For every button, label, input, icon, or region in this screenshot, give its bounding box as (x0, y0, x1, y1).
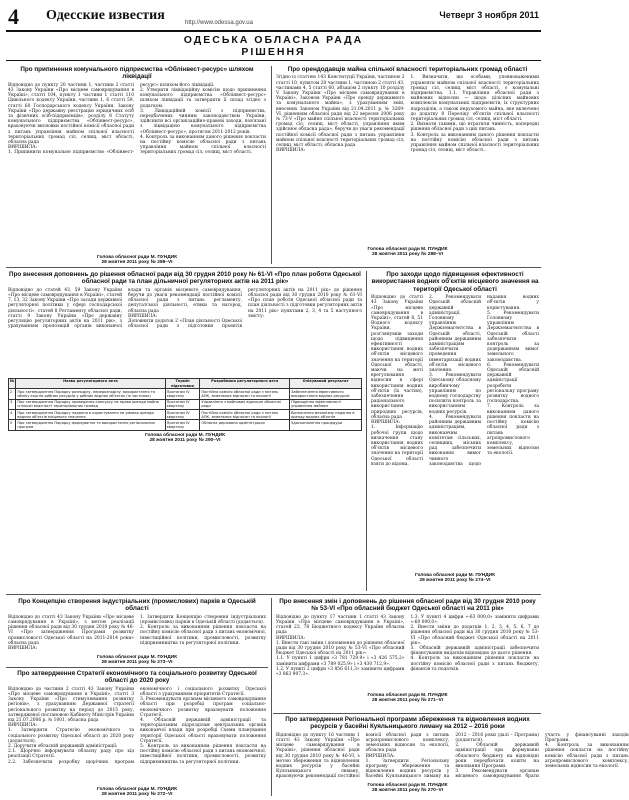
article-signature: Голова обласної ради М. ПУНДИК 28 жовтня 2011 року № 290–VI (144, 432, 226, 443)
article-body: Відповідно до пункту 20 частини 1, частини 2 статті 43 Закону України «Про місцеве самоврядування в Україні», статті 104, пункту 1 частини 1 статті 110 Цивільного кодексу України, частини 1, 6 статті 59, статті 60 Господарського кодексу України, Закону України «Про державну реєстрацію юридичних осіб та фізичних осіб-підприємців», розділу 8 Статуту комунального підприємства «Облінвест-ресурс», враховуючи висновки постійної комісії обласної ради з питань управління майном спільної власності територіальних громад сіл, селищ, міст області, обласна рада ВИРІШИЛА: 1. Припинити комунальне підприємство «Облінвест-ресурс» шляхом його ліквідації. 2. Утворити ліквідаційну комісію щодо припинення комунального підприємства «Облінвест-ресурс» шляхом ліквідації та затвердити її склад згідно з додатком. 3. Ліквідаційній комісії з підприємства, передбачених чинним законодавством України, здійснити всі організаційно-правові заходи, пов'язані з ліквідацією комунального підприємства «Облінвест-ресурс», протягом 2011-2012 років. 4. Контроль за виконанням даного рішення покласти на постійну комісію обласної ради з питань управління майном спільної власності територіальних громад сіл, селищ, міст області. (8, 82, 266, 156)
table-header: Розробники регуляторного акта (200, 378, 290, 388)
page-header (0, 0, 547, 30)
table-cell: 5 (9, 420, 16, 430)
article-title: Про затвердження Регіональної програми збереження та відновлення водних ресурсів у басейні Куяльницького лиману на 2012 – 2016 роки (285, 716, 530, 731)
table-row (9, 410, 362, 420)
issue-date: Четверг 3 ноября 2011 (439, 10, 539, 20)
article-signature: Голова обласної ради М. ПУНДИК 28 жовтня 2011 року № 271–VI (367, 692, 448, 703)
table-cell: Постійна комісія обласної ради з питань АПК, земельних відносин та екології (200, 389, 290, 399)
table-cell: Обласна державна адміністрація (200, 420, 290, 430)
article-body: Згідно із статтею 143 Конституції України, частиною 2 статті 10, пунктом 20 частини 1, частиною 2 статті 43, частинами 4, 5 статті 60, абзацом 2 пункту 10 розділу V Закону України «Про місцеве самоврядування в Україні», Законом України «Про оренду державного та комунального майна», з урахуванням змін, внесених Законом України від 21.04.2011 р. № 3269-VI, рішенням обласної ради від 22 вересня 2006 року № 73-V «Про майно спільної власності територіальних громад сіл, селищ, міст області, управління яким здійснює обласна рада», беручи до уваги рекомендації постійної комісії обласної ради з питань управління майном спільної власності територіальних громад сіл, селищ, міст області, обласна рада ВИРІШИЛА: 1. Визначити, що особами, уповноваженими управляти майном спільної власності територіальних громад сіл, селищ, міст області, є комунальні підприємства. 1.1. Управління обласної ради з майнових відносин — щодо цілісних майнових комплексів комунальних підприємств, їх структурних підрозділів, а також нерухомого майна, яке включено до додатку 8 Переліку об'єктів спільної власності територіальних громад сіл, селищ, міст області. 2. Визнати такими, що втратили чинність, попередні рішення обласної ради з цих питань. 3. Контроль за виконанням даного рішення покласти на постійну комісію обласної ради з питань управління майном спільної власності територіальних громад сіл, селищ, міст області. (276, 75, 539, 154)
article-industrial-parks (8, 598, 266, 664)
article-title: Про внесення доповнень до рішення обласної ради від 30 грудня 2010 року № 61-VI «Про план роботи Одеської обласної ради та план дільничної регуляторних актів на 2011 рік» (9, 271, 361, 286)
article-body: Відповідно до статей 43, 59 Закону України «Про місцеве самоврядування в Україні», статей 7, 13, 32 Закону України «Про засади державної регуляторної політики у сфері господарської діяльності», статей 8 Регламенту обласної ради, статті 9 Закону України «Про державну регуляцію регуляторних актів на 2011 рік», з урахуванням пропозицій органів виконавчої влади та органів місцевого самоврядування, беручи до уваги рекомендації постійної комісії обласної ради з питань регламенту, депутатської діяльності, етики та нагород, обласна рада ВИРІШИЛА: Доповнити додаток 2 «План діяльності Одеської обласної ради з підготовки проектів регуляторних актів на 2011 рік» до рішення обласної ради від 30 грудня 2010 року № 61-VI «Про план роботи Одеської обласної ради та план діяльності з підготовки регуляторних актів на 2011 рік» пунктами 2, 3, 4 та 5 наступного змісту: (8, 287, 362, 330)
table-header-row (9, 378, 362, 388)
article-water-objects (371, 271, 539, 591)
site-url[interactable]: http://www.odessa.gov.ua (185, 20, 253, 26)
section-title-text: ОДЕСЬКА ОБЛАСНА РАДА РІШЕННЯ (183, 34, 364, 58)
column-divider (271, 598, 272, 796)
article-body: Відповідно до пункту 17 частини 1 статті 43 Закону України «Про місцеве самоврядування в Україні», статей 23, 78 Бюджетного кодексу України обласна рада ВИРІШИЛА: 1. Внести такі зміни і доповнення до рішення обласної ради від 30 грудня 2010 року № 53-VI «Про обласний бюджет Одеської області на 2011 рік»: 1.1. У пункті 1 цифри «3 781 729,9» і «3 426 575,2» замінити цифрами «3 789 025,9» і «3 430 712,9». 1.2. У пункті 2 цифри «3 856 611,3» замінити цифрами «3 863 907,3». 1.3. У пункті 4 цифри «-63 000,0» замінити цифрами «-60 000,0». 2. Внести зміни до додатків 1, 2, 3, 4, 5, 6, 7 до рішення обласної ради від 30 грудня 2010 року № 53-VI «Про обласний бюджет Одеської області на 2011 рік». 3. Обласній державній адміністрації забезпечити фінансування видатків відповідно до цього рішення. 4. Контроль за виконанням рішення покласти на постійну комісію обласної ради з питань бюджету, фінансів та податків. (276, 614, 539, 678)
article-signature: Голова обласної ради М. ПУНДИК 28 жовтня 2011 року № 274–VI (414, 573, 496, 584)
table-cell: Забезпечення ефективного використання водних ресурсів (290, 389, 362, 399)
table-cell: Про затвердження Порядку формування та використання регіональних програм (16, 420, 165, 430)
article-title: Про Концепцію створення індустріальних (промислових) парків в Одеській області (18, 598, 256, 613)
table-cell: Про затвердження Порядку розподілу, перерозподілу, використання та обліку коштів рибних ресурсів у рибних водних об'єктах (їх частинах) (16, 389, 165, 399)
table-header: Очікуваний результат (290, 378, 362, 388)
table-cell: Підвищення ефективності управління майном (290, 399, 362, 409)
table-row (9, 420, 362, 430)
table-cell: Визначення механізму надання в оренду водних об'єктів (290, 410, 362, 420)
table-cell: Про затвердження Порядку проведення конкурсу на право оренди майна спільної власності територіальних громад (16, 399, 165, 409)
table-cell: Про затвердження Порядку надання в користування на умовах оренди водних об'єктів місцевого значення (16, 410, 165, 420)
column-divider (271, 66, 272, 264)
table-cell: Протягом IV кварталу (165, 420, 200, 430)
table-cell: Постійна комісія обласної ради з питань АПК, земельних відносин та екології (200, 410, 290, 420)
article-budget-2011 (276, 598, 539, 710)
table-cell: Управління з майнових відносин обласної ради (200, 399, 290, 409)
article-reg-plan (8, 271, 362, 591)
masthead: Одесские известия (46, 8, 165, 23)
table-row (9, 389, 362, 399)
section-title (0, 34, 547, 58)
article-title: Про затвердження Стратегії економічного та соціального розвитку Одеської області до 2020 року (17, 670, 257, 685)
table-cell: 2 (9, 389, 16, 399)
article-strategy-2020 (8, 670, 266, 796)
row-divider (6, 667, 268, 668)
regulatory-table (8, 378, 362, 431)
article-signature: Голова обласної ради М. ПУНДИК 28 жовтня 2011 року № 270–VI (367, 782, 448, 793)
article-orendodavtsi (276, 66, 539, 264)
article-title: Про внесення змін і доповнень до рішення обласної ради від 30 грудня 2010 року № 53-VI «Про обласний бюджет Одеської області на 2011 рік» (279, 598, 536, 613)
article-oblinvest (8, 66, 266, 264)
table-cell: 3 (9, 399, 16, 409)
article-body: Відповідно до пункту 16 частини 1 статті 43 Закону України «Про місцеве самоврядування в Україні», рішення обласної ради від 30 грудня 2010 року № 46-VI, з метою збереження та відновлення водних ресурсів у басейні Куяльницького лиману, враховуючи рекомендації постійної комісії обласної ради з питань агропромислового комплексу, земельних відносин та екології, обласна рада ВИРІШИЛА: 1. Затвердити Регіональну програму збереження та відновлення водних ресурсів у басейні Куяльницького лиману на 2012 – 2016 роки (далі – Програма) (додається). 2. Обласній державній адміністрації при формуванні обласного бюджету на відповідні роки передбачати кошти на виконання Програми. 3. Рекомендувати органам місцевого самоврядування брати участь у фінансуванні заходів Програми. 4. Контроль за виконанням рішення покласти на постійну комісію обласної ради з питань агропромислового комплексу, земельних відносин та екології. (276, 732, 629, 780)
row-divider (6, 594, 541, 595)
table-cell: 4 (9, 410, 16, 420)
article-body: Відповідно до статті 43 Закону України «Про місцеве самоврядування в Україні», статей 8, 51 Водного кодексу України, розглянувши заходи щодо підвищення ефективності використання водних об'єктів місцевого значення на території Одеської області, маючи на меті врегулювання відносин в сфері використання водних об'єктів (їх частин), забезпечення раціонального використання природних ресурсів, обласна рада ВИРІШИЛА: 1. Інформацію робочої групи щодо визначення стану використання водних об'єктів місцевого значення на території Одеської області взяти до відома. 2. Рекомендувати Одеській обласній державній адміністрації, Головному управлінню Держземагентства в Одеській області, районним державним адміністраціям забезпечити проведення інвентаризації водних об'єктів місцевого значення. 3. Рекомендувати Одеському обласному виробничому управлінню по водному господарству посилити контроль за використанням водних ресурсів. 4. Рекомендувати районним державним адміністраціям, виконавчим комітетам сільських, селищних, міських рад забезпечити виконання вимог чинного законодавства щодо надання водних об'єктів у користування. 5. Рекомендувати Головному управлінню Держземагентства в Одеській області забезпечити контроль за додержанням вимог земельного законодавства. 6. Рекомендувати Одеській обласній державній адміністрації розробити регіональну програму розвитку водного господарства. 7. Контроль за виконанням даного рішення покласти на постійну комісію обласної ради з питань агропромислового комплексу, земельних відносин та екології. (371, 295, 539, 467)
table-cell: Протягом IV кварталу (165, 389, 200, 399)
article-title: Про припинення комунального підприємства «Облінвест-ресурс» шляхом ліквідації (20, 66, 254, 81)
row-divider (273, 713, 541, 714)
row-divider (6, 267, 541, 268)
table-header: Назва регуляторного акта (16, 378, 165, 388)
article-title: Про орендодавців майна спільної власності територіальних громад області (287, 66, 528, 73)
table-row (9, 399, 362, 409)
header-rule (6, 30, 541, 32)
table-header: Термін підготовки (165, 378, 200, 388)
article-signature: Голова обласної ради М. ПУНДИК 28 жовтня 2011 року № 288–VI (367, 247, 448, 258)
section-rule (6, 60, 541, 61)
column-divider (366, 271, 367, 591)
article-body: Відповідно до частини 2 статті 43 Закону України «Про місцеве самоврядування в Україні», статті 3 Закону України «Про стимулювання розвитку регіонів», з урахуванням Державної стратегії регіонального розвитку на період до 2015 року, затвердженої постановою Кабінету Міністрів України від 21.07.2006 р. № 1001, обласна рада ВИРІШИЛА: 1. Затвердити Стратегію економічного та соціального розвитку Одеської області до 2020 року (додається). 2. Доручити обласній державній адміністрації: 2.1. Щорічно інформувати обласну раду про хід реалізації Стратегії. 2.2. Забезпечити розробку щорічних програм економічного і соціального розвитку Одеської області з урахуванням пріоритетів Стратегії. 3. Рекомендувати органам місцевого самоврядування області при розробці програм соціально-економічного розвитку враховувати положення Стратегії. 4. Обласній державній адміністрації та територіальним підрозділам центральних органів виконавчої влади при розробці Схеми планування території Одеської області враховувати положення Стратегії. 5. Контроль за виконанням рішення покласти на постійну комісію обласної ради з питань економічної, інвестиційної політики, промисловості, розвитку підприємництва та регуляторної політики. (8, 686, 267, 765)
article-signature: Голова обласної ради М. ПУНДИК 28 жовтня 2011 року № 272–VI (96, 786, 178, 797)
article-body: Відповідно до статті 43 Закону України «Про місцеве самоврядування в Україні», з метою реалізації рішення обласної ради від 30 грудня 2010 року № 46-VI «Про затвердження Програми розвитку промисловості Одеської області на 2011-2014 роки» обласна рада ВИРІШИЛА: 1. Затвердити Концепцію створення індустріальних (промислових) парків в Одеській області (додається). 2. Контроль за виконанням рішення покласти на постійну комісію обласної ради з питань економічної, інвестиційної політики, промисловості, розвитку підприємництва та регуляторної політики. (8, 614, 267, 652)
article-signature: Голова обласної ради М. ПУНДИК 28 жовтня 2011 року № 289–VI (96, 254, 178, 265)
table-cell: Протягом IV кварталу (165, 399, 200, 409)
article-title: Про заходи щодо підвищення ефективності використання водних об'єктів місцевого значення на території Одеської області (371, 271, 539, 293)
page-number: 4 (8, 4, 19, 29)
table-header: № (9, 378, 16, 388)
article-kuyalnyk (276, 716, 629, 796)
table-cell: Удосконалення процедури (290, 420, 362, 430)
article-signature: Голова обласної ради М. ПУНДИК 28 жовтня 2011 року № 273–VI (96, 654, 178, 665)
table-cell: Протягом IV кварталу (165, 410, 200, 420)
